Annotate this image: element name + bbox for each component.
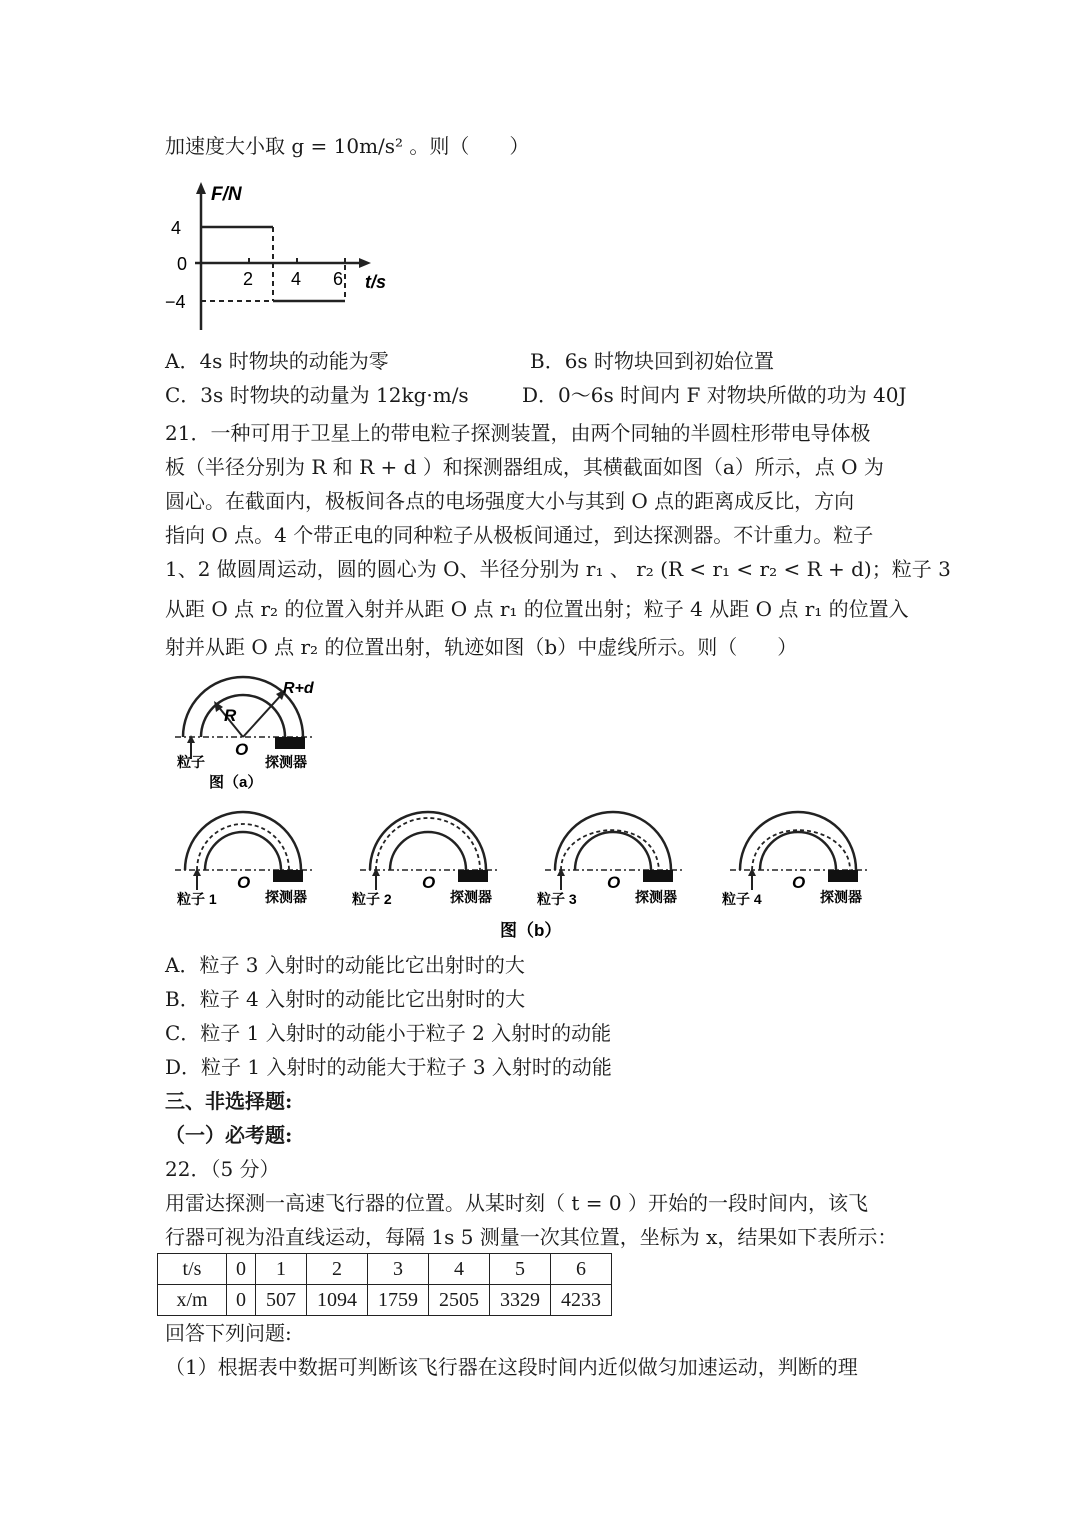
panel-particle-2 bbox=[352, 812, 500, 907]
q22-line-2: 行器可视为沿直线运动，每隔 1s 5 测量一次其位置，坐标为 x，结果如下表所示： bbox=[165, 1225, 898, 1249]
table-cell: 3329 bbox=[490, 1285, 551, 1316]
q21-option-d: D．粒子 1 入射时的动能大于粒子 3 入射时的动能 bbox=[165, 1055, 612, 1079]
x-tick-2: 2 bbox=[243, 269, 254, 289]
table-cell: 507 bbox=[256, 1285, 307, 1316]
label-detector: 探测器 bbox=[265, 754, 307, 770]
table-cell: x/m bbox=[158, 1285, 227, 1316]
table-cell: 4233 bbox=[551, 1285, 612, 1316]
q21-line-5: 1、2 做圆周运动，圆的圆心为 O、半径分别为 r₁ 、 r₂ (R < r₁ < r₂ < R + d)；粒子 3 bbox=[165, 557, 951, 581]
label-r: R bbox=[224, 706, 237, 725]
caption-a: 图（a） bbox=[209, 774, 263, 791]
answer-prompt: 回答下列问题: bbox=[165, 1321, 292, 1345]
q21-option-a: A．粒子 3 入射时的动能比它出射时的大 bbox=[165, 953, 525, 977]
panel-particle-3 bbox=[537, 812, 685, 907]
panel-particle-4 bbox=[722, 812, 870, 907]
q21-line-1: 21．一种可用于卫星上的带电粒子探测装置，由两个同轴的半圆柱形带电导体极 bbox=[165, 421, 871, 445]
table-cell: 6 bbox=[551, 1254, 612, 1285]
q21-line-4: 指向 O 点。4 个带正电的同种粒子从极板间通过，到达探测器。不计重力。粒子 bbox=[165, 523, 874, 547]
table-cell: 2505 bbox=[429, 1285, 490, 1316]
caption-b: 图（b） bbox=[500, 921, 562, 940]
table-cell: 2 bbox=[307, 1254, 368, 1285]
table-cell: 5 bbox=[490, 1254, 551, 1285]
x-axis-label: t/s bbox=[365, 272, 387, 292]
q21-line-6: 从距 O 点 r₂ 的位置入射并从距 O 点 r₁ 的位置出射；粒子 4 从距 O 点 r₁ 的位置入 bbox=[165, 597, 909, 621]
table-cell: 0 bbox=[227, 1254, 256, 1285]
label-particle: 粒子 bbox=[177, 754, 205, 770]
subsection-heading: （一）必考题: bbox=[165, 1123, 293, 1147]
figure-a bbox=[165, 675, 345, 795]
panel2-o: O bbox=[422, 873, 436, 892]
q21-option-b: B．粒子 4 入射时的动能比它出射时的大 bbox=[165, 987, 526, 1011]
panel4-o: O bbox=[792, 873, 806, 892]
table-row bbox=[158, 1254, 612, 1285]
table-cell: 1759 bbox=[368, 1285, 429, 1316]
label-o: O bbox=[235, 740, 249, 759]
panel4-detector: 探测器 bbox=[820, 889, 862, 905]
y-axis-label: F/N bbox=[211, 184, 242, 205]
intro-line: 加速度大小取 g = 10m/s² 。则（ ） bbox=[165, 134, 530, 158]
panel1-detector: 探测器 bbox=[265, 889, 307, 905]
panel3-detector: 探测器 bbox=[635, 889, 677, 905]
table-cell: 1094 bbox=[307, 1285, 368, 1316]
q22-header: 22．（5 分） bbox=[165, 1157, 280, 1181]
panel3-particle: 粒子 3 bbox=[537, 891, 577, 907]
y-tick-0: 0 bbox=[177, 254, 188, 274]
table-cell: 1 bbox=[256, 1254, 307, 1285]
force-time-graph bbox=[165, 170, 395, 340]
panel3-o: O bbox=[607, 873, 621, 892]
y-tick-neg4: −4 bbox=[165, 292, 186, 312]
q21-line-2: 板（半径分别为 R 和 R + d ）和探测器组成，其横截面如图（a）所示，点 O 为 bbox=[165, 455, 884, 479]
q21-line-7: 射并从距 O 点 r₂ 的位置出射，轨迹如图（b）中虚线所示。则（ ） bbox=[165, 635, 798, 659]
q20-option-a: A．4s 时物块的动能为零 bbox=[165, 349, 389, 373]
figure-b bbox=[165, 808, 885, 948]
panel1-o: O bbox=[237, 873, 251, 892]
table-cell: 0 bbox=[227, 1285, 256, 1316]
panel2-particle: 粒子 2 bbox=[352, 891, 392, 907]
x-tick-6: 6 bbox=[333, 269, 344, 289]
q20-option-b: B．6s 时物块回到初始位置 bbox=[530, 349, 775, 373]
label-r-plus-d: R+d bbox=[283, 680, 314, 697]
panel-particle-1 bbox=[175, 812, 315, 907]
section-heading: 三、非选择题: bbox=[165, 1089, 293, 1113]
table-row bbox=[158, 1285, 612, 1316]
panel4-particle: 粒子 4 bbox=[722, 891, 762, 907]
table-cell: 3 bbox=[368, 1254, 429, 1285]
q22-part-1: （1）根据表中数据可判断该飞行器在这段时间内近似做匀加速运动，判断的理 bbox=[165, 1355, 858, 1379]
q20-option-c: C．3s 时物块的动量为 12kg·m/s bbox=[165, 383, 469, 407]
panel2-detector: 探测器 bbox=[450, 889, 492, 905]
panel1-particle: 粒子 1 bbox=[177, 891, 217, 907]
table-cell: 4 bbox=[429, 1254, 490, 1285]
q21-option-c: C．粒子 1 入射时的动能小于粒子 2 入射时的动能 bbox=[165, 1021, 612, 1045]
q22-line-1: 用雷达探测一高速飞行器的位置。从某时刻（ t = 0 ）开始的一段时间内，该飞 bbox=[165, 1191, 868, 1215]
table-cell: t/s bbox=[158, 1254, 227, 1285]
position-table bbox=[157, 1253, 612, 1316]
q21-line-3: 圆心。在截面内，极板间各点的电场强度大小与其到 O 点的距离成反比，方向 bbox=[165, 489, 855, 513]
x-tick-4: 4 bbox=[291, 269, 302, 289]
y-tick-4: 4 bbox=[171, 218, 182, 238]
q20-option-d: D．0～6s 时间内 F 对物块所做的功为 40J bbox=[522, 383, 907, 407]
